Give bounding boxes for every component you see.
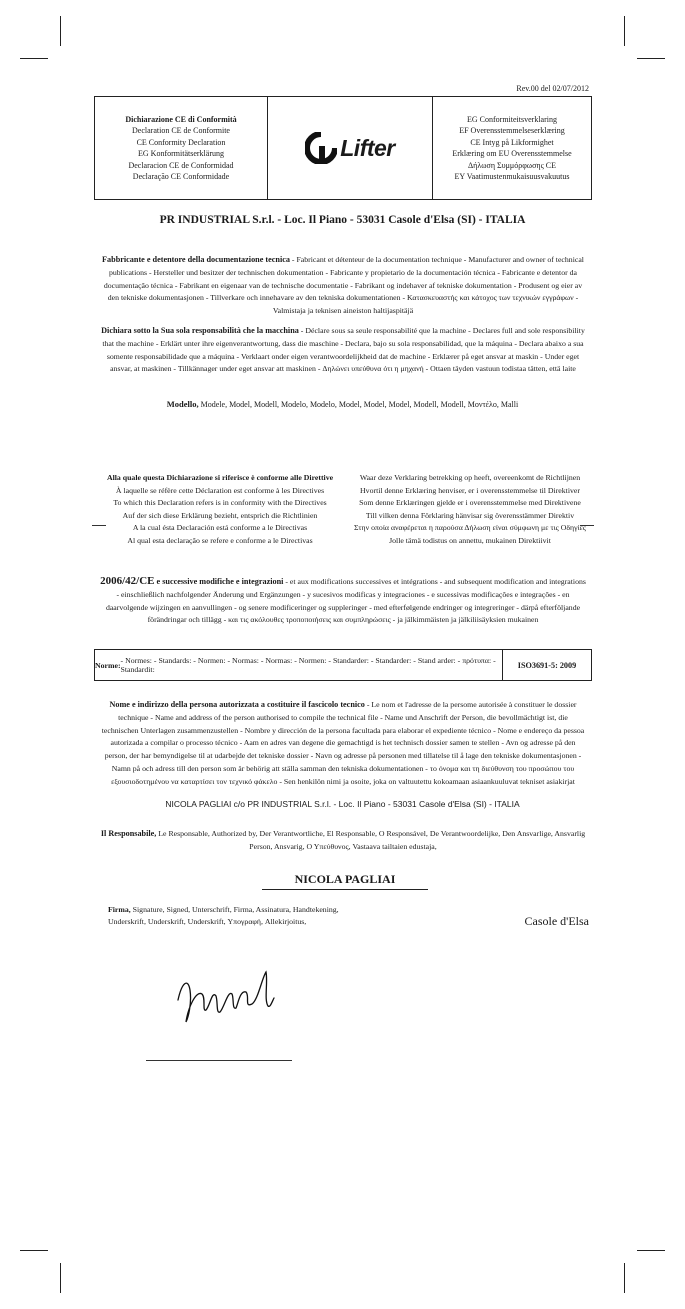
authorized-person-text: - Le nom et l'adresse de la persome autorisée à constituer le dossier technique - Name and address of the person authorised to compile the technical file - Name und Anschrift der Person, die bevollmächtigt ist, die technischen Unterlagen zusammenzustellen - Nombre y dirección de la persona facultada para elaborar el expediente técnico - Nome e endereço da pessoa autorizada a compilar o processo técnico - Aam en adres van degene die gemachtigd is het technisch dossier samen te stellen - Avn og adresse på den person, der har bemyndigelse til at udarbejde det tekniske dossier - Navn og adresse på personen med tillatelse til å lage den tekniske dokumentasjonen - Namn på och adress till den person som är behörig att ställa samman den tekniska dokumentationen - το όνομα και τη διεύθυνση του προσώπου του εξουσιοδοτημένου να καταρτίσει τον τεχνικό φάκελο - Sen henkilön nimi ja osoite, joka on valtuutettu kokoamaan asiaankuuluvat tekniset asiakirjat bbox=[101, 700, 585, 786]
crop-mark bbox=[20, 58, 48, 59]
responsible-heading: Il Responsabile, bbox=[100, 829, 157, 838]
header-title-line: EG Konformitätserklärung bbox=[138, 149, 224, 158]
crop-mark bbox=[637, 58, 665, 59]
header-title-line: EG Conformiteitsverklaring bbox=[467, 114, 557, 124]
crop-mark bbox=[60, 16, 61, 46]
crop-mark bbox=[637, 1250, 665, 1251]
responsibility-paragraph bbox=[100, 325, 586, 376]
lifter-logo bbox=[268, 97, 432, 199]
directive-line: Auf der sich diese Erklärung bezieht, entsprich die Richtlinien bbox=[122, 510, 318, 520]
header-title-line: Δήλωση Συμμόρφωσης CE bbox=[468, 160, 556, 170]
logo-mark-icon bbox=[305, 132, 337, 164]
header-title-line: Declaracion CE de Conformidad bbox=[128, 160, 234, 170]
responsible-paragraph bbox=[100, 828, 586, 854]
directive-line: Som denne Erklæringen gjelde er i overensstemmelse med Direktivene bbox=[359, 498, 581, 507]
directive-conformity-left bbox=[100, 472, 340, 547]
directive-line: Waar deze Verklaring betrekking op heeft, overeenkomt de Richtlijnen bbox=[359, 473, 581, 482]
norms-box bbox=[94, 649, 592, 681]
directive-line: Στην οποία αναφέρεται η παρούσα Δήλωση είναι σύμφωνη με τις Οδηγίες bbox=[354, 523, 586, 532]
header-title-line: Declaration CE de Conformite bbox=[132, 126, 230, 135]
logo-text: Lifter bbox=[340, 134, 395, 161]
manufacturer-text: - Fabricant et détenteur de la documentation technique - Manufacturer and owner of technical publications - Hersteller und besitzer der technischen dokumentation - Fabricante y propietario de la documentación técnica - Fabricante e detentor da documentação técnica - Fabrikant en eigenaar van de technische documentatie - Fabrikant og indehaver af tekniske dokumentation - Produsent og eier av den tekniske dokumentasjonen - Tillverkare och innehavare av den tekniska dokumentationen - Κατασκευαστής και κάτοχος των τεχνικών εγγράφων - Valmistaja ja teknisen aineiston haltijaspitäjä bbox=[103, 255, 584, 316]
signature-place: Casole d'Elsa bbox=[524, 914, 589, 928]
crop-mark bbox=[20, 1250, 48, 1251]
signature-line bbox=[146, 1060, 292, 1061]
manufacturer-heading: Fabbricante e detentore della documentazione tecnica bbox=[102, 255, 290, 264]
model-heading: Modello, bbox=[166, 399, 199, 409]
manufacturer-paragraph bbox=[100, 254, 586, 318]
header-title-line: EF Overensstemmelseserklæring bbox=[459, 126, 565, 135]
directive-line: A la cual ésta Declaración está conforme a le Directivas bbox=[132, 523, 308, 532]
header-title-line: EY Vaatimustenmukaisuusvakuutus bbox=[454, 172, 570, 181]
directive-line: Till vilken denna Förklaring hänvisar sig överensstämmer Direktiv bbox=[365, 510, 575, 520]
directive-line: To which this Declaration refers is in conformity with the Directives bbox=[113, 498, 327, 507]
header-title-line: Declaração CE Conformidade bbox=[132, 172, 230, 181]
header-left-titles bbox=[95, 97, 268, 199]
directive-paragraph bbox=[100, 575, 586, 627]
header-title-line: Erklæring om EU Overensstemmelse bbox=[452, 149, 572, 158]
directive-heading: e successive modifiche e integrazioni bbox=[154, 577, 284, 586]
crop-mark bbox=[60, 1263, 61, 1293]
directive-conformity-right bbox=[350, 472, 590, 547]
model-text: Modele, Model, Modell, Modelo, Modelo, Model, Model, Model, Modell, Modell, Μοντέλο, Malli bbox=[198, 400, 519, 409]
directive-line: Hvortil denne Erklæring henviser, er i overensstemmelse til Direktiver bbox=[360, 485, 580, 495]
directive-line: Jolle tämä todistus on annettu, mukainen Direktiivit bbox=[389, 535, 551, 545]
signature-heading: Firma, bbox=[108, 905, 131, 914]
directive-code: 2006/42/CE bbox=[100, 575, 155, 587]
directive-line: Alla quale questa Dichiarazione si riferisce è conforme alle Direttive bbox=[106, 473, 334, 482]
norms-text: - Normes: - Standards: - Normen: - Normas: - Normas: - Normen: - Standarder: - Standarder: - Stand arder: - πρότυπα: - Standardit: bbox=[120, 656, 496, 674]
model-line bbox=[0, 399, 685, 409]
directive-line: À laquelle se réfère cette Déclaration est conforme à les Directives bbox=[115, 485, 325, 495]
header-title-line: CE Intyg på Likformighet bbox=[470, 137, 554, 147]
responsibility-heading: Dichiara sotto la Sua sola responsabilità che la macchina bbox=[101, 326, 299, 335]
norms-standard: ISO3691-5: 2009 bbox=[517, 660, 577, 670]
responsible-text: Le Responsable, Authorized by, Der Verantwortliche, El Responsable, O Responsável, De Verantwoordelijke, Den Ansvarlige, Ansvarlig Person, Ansvarig, Ο Υπεύθυνος, Vastaava tailtaien edustaja, bbox=[156, 829, 586, 851]
norms-label-cell bbox=[95, 650, 503, 680]
declaration-header bbox=[94, 96, 592, 200]
signature-text: Signature, Signed, Unterschrift, Firma, Assinatura, Handtekening, Underskrift, Underskrift, Underskrift, Υπογραφή, Allekirjoitus, bbox=[108, 905, 339, 926]
authorized-person-heading: Nome e indirizzo della persona autorizzata a costituire il fascicolo tecnico bbox=[109, 700, 365, 709]
directive-line: Al qual esta declaração se refere e conforme a le Directivas bbox=[127, 535, 313, 545]
norms-heading: Norme: bbox=[95, 660, 121, 670]
crop-mark bbox=[624, 1263, 625, 1293]
company-address: PR INDUSTRIAL S.r.l. - Loc. Il Piano - 53031 Casole d'Elsa (SI) - ITALIA bbox=[159, 214, 526, 226]
authorized-person-address: NICOLA PAGLIAI c/o PR INDUSTRIAL S.r.l. - Loc. Il Piano - 53031 Casole d'Elsa (SI) - ITALIA bbox=[165, 799, 520, 809]
header-title-line: CE Conformity Declaration bbox=[136, 137, 226, 147]
authorized-person-paragraph bbox=[100, 699, 586, 789]
crop-mark bbox=[624, 16, 625, 46]
responsibility-text: - Déclare sous sa seule responsabilité que la machine - Declares full and sole responsibility that the machine - Erklärt unter ihre eigenverantwortung, dass die maschine - Declara, bajo su sola responsabilidad, que la máquina - Declara abaixo a sua somente responsabilidade que a máquina - Verklaart onder eigen verantwoordelijkheid dat de machine - Erklærer på eget ansvar at maskin - Under eget ansvar, at maskinen - Tillkännager under eget ansvar att maskinen - Δηλώνει υπεύθυνα ότι η μηχανή - Ottaen täyden vastuun todistaa tätten, että laite bbox=[102, 326, 585, 374]
signature-label bbox=[108, 904, 368, 928]
revision-label: Rev.00 del 02/07/2012 bbox=[516, 84, 589, 93]
directive-text: - et aux modifications successives et intégrations - and subsequent modification and integrations - einschließlich nachfolgender Änderung und Ergänzungen - y sucesivos modificas y integraciones - e sucessivas modificações e integrações - en daarvolgende wijzingen en aanvullingen - og senere modificeringer og suppleringer - med efterfølgende endringer og integreringer - därpå efterföljande förändringar och tillägg - και τις ακόλουθες τροποποιήσεις και συμπληρώσεις - ja jälkimmäisten ja jälkiliisäyksien mukainen bbox=[105, 577, 586, 625]
responsible-name: NICOLA PAGLIAI bbox=[262, 872, 428, 890]
header-title-line: Dichiarazione CE di Conformità bbox=[125, 114, 237, 124]
handwritten-signature bbox=[172, 960, 282, 1030]
header-right-titles bbox=[432, 97, 591, 199]
